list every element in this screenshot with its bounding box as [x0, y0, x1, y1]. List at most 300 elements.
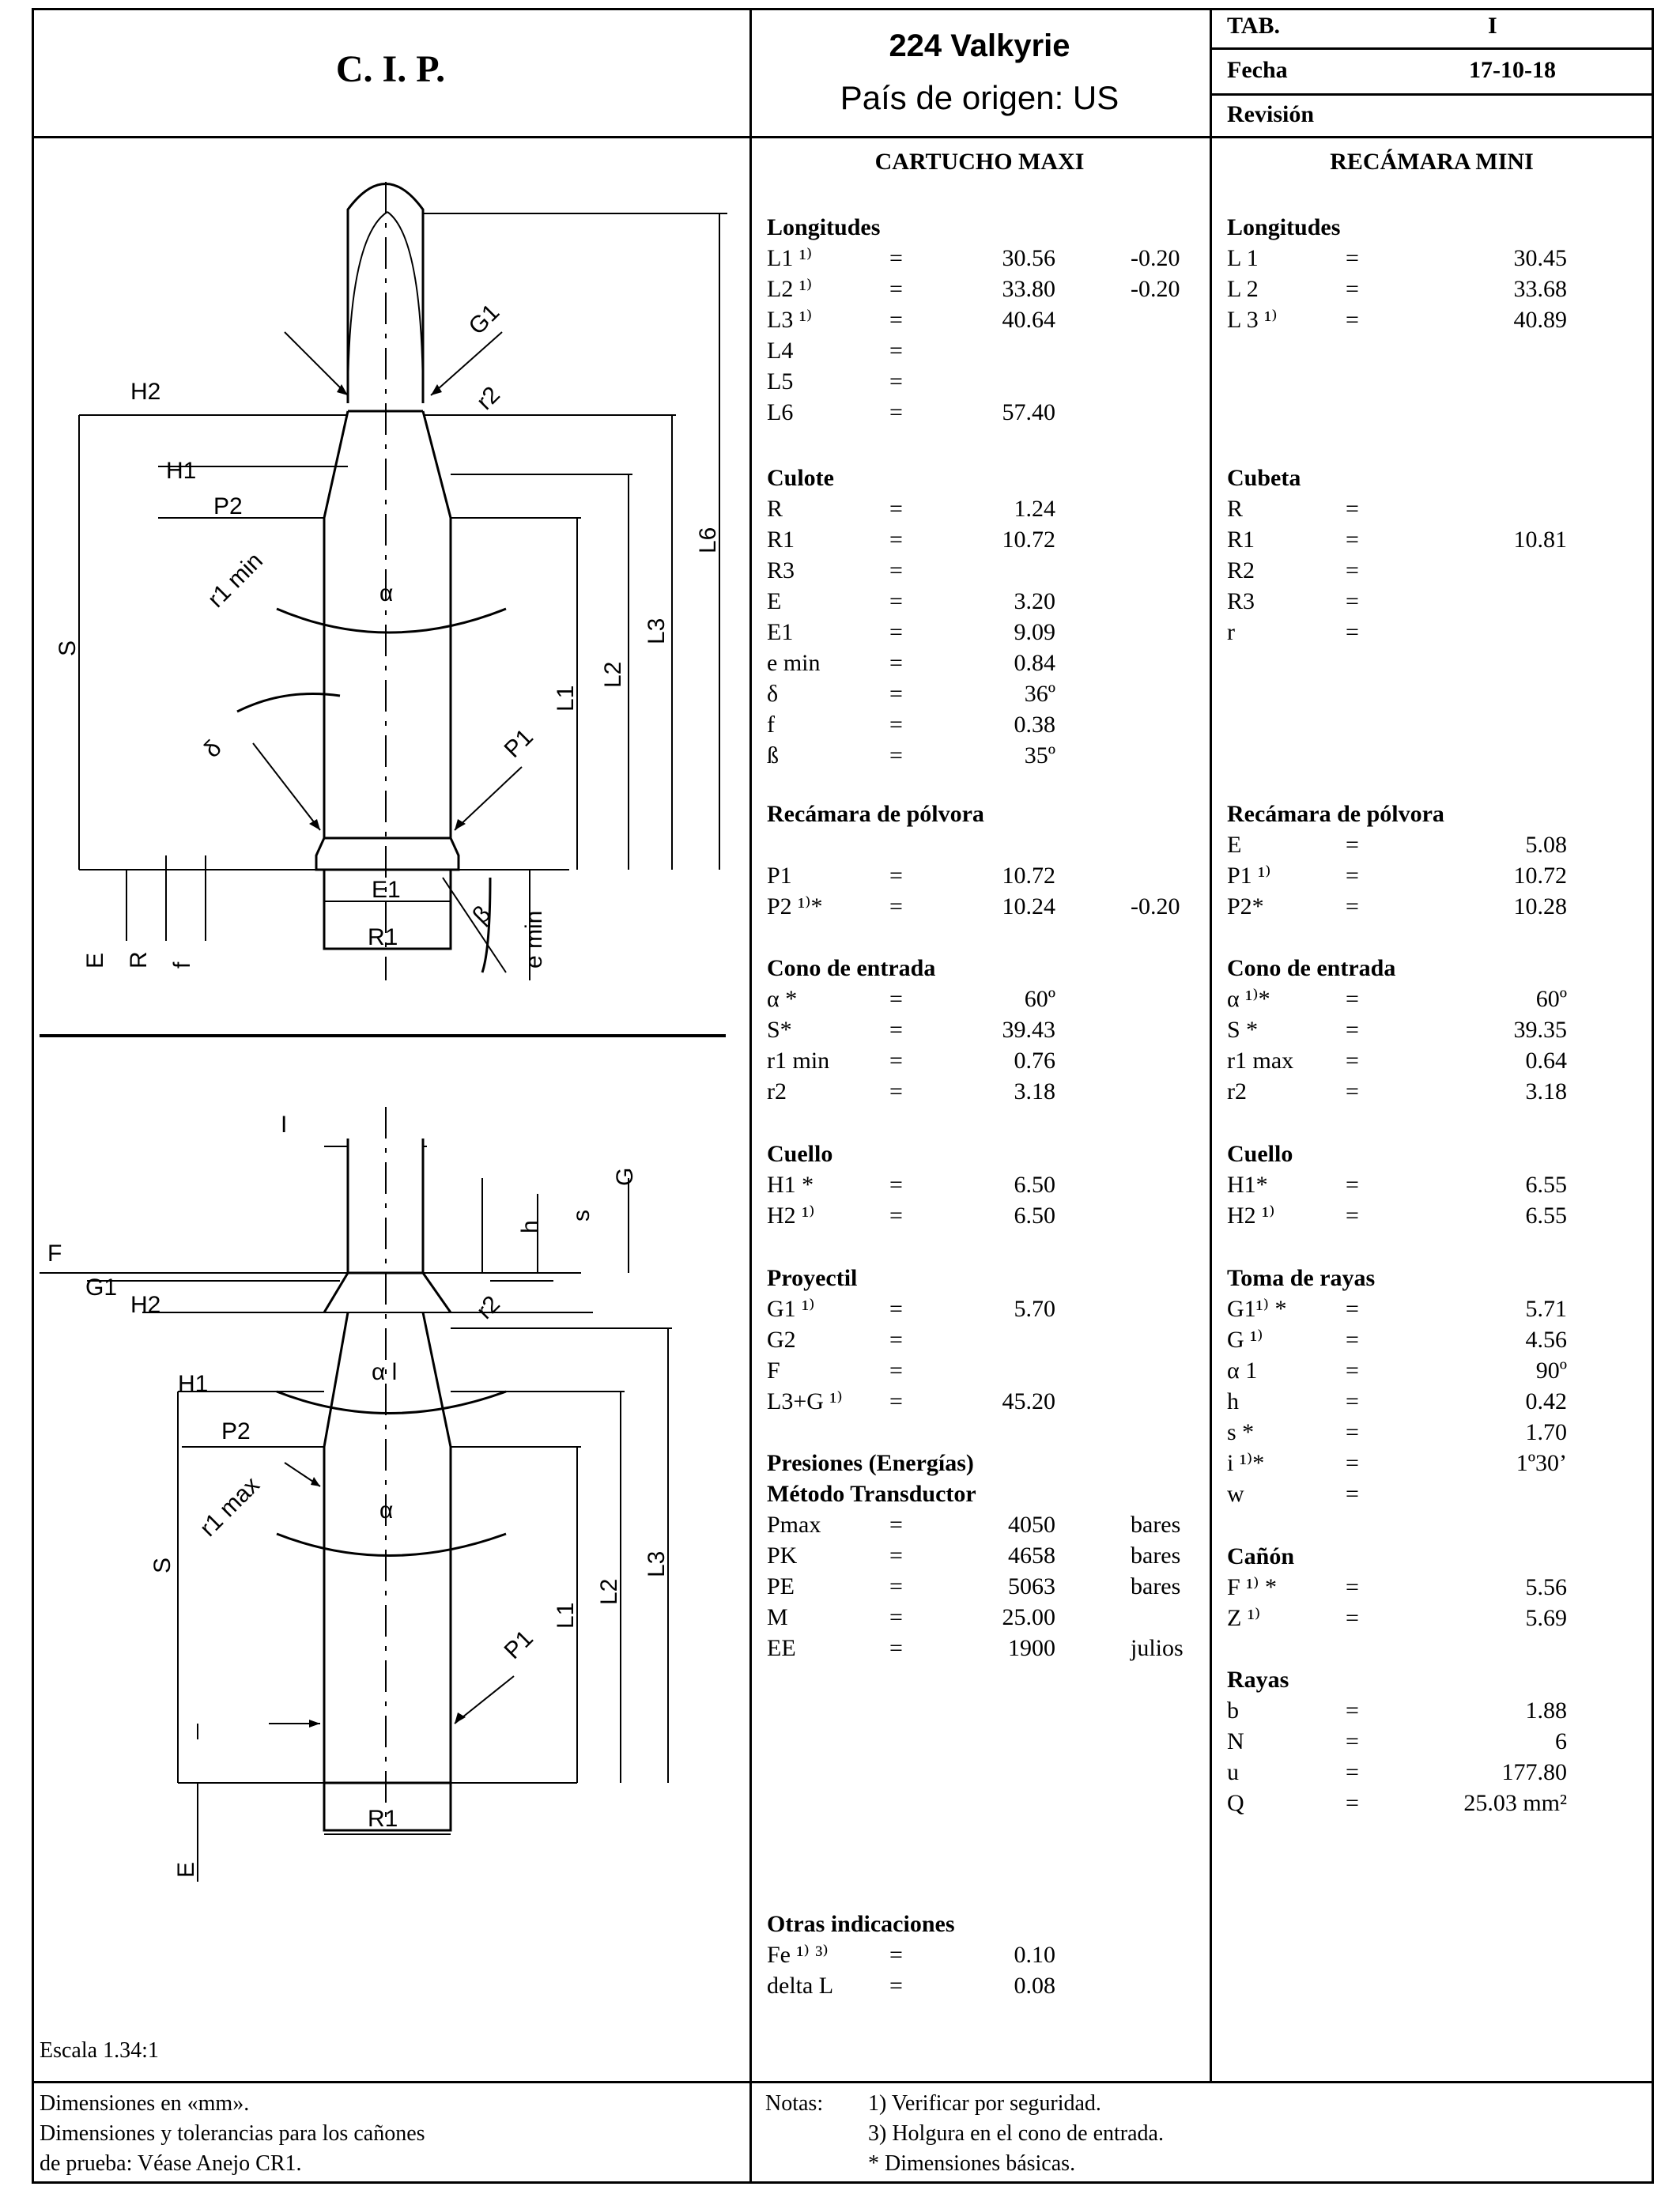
data-row — [1227, 860, 1630, 891]
svg-text:α: α — [379, 580, 394, 606]
param-value: 40.64 — [1002, 307, 1055, 333]
svg-text:h: h — [517, 1220, 543, 1233]
param-extra: bares — [1131, 1512, 1181, 1538]
equals-sign: = — [1346, 619, 1359, 645]
section-title: Longitudes — [767, 214, 881, 240]
svg-text:L3: L3 — [644, 1550, 670, 1577]
svg-text:L2: L2 — [600, 661, 626, 688]
svg-text:R1: R1 — [368, 1806, 398, 1832]
param-value: 3.20 — [1014, 588, 1055, 614]
param-name: h — [1227, 1388, 1239, 1414]
notas-list — [868, 2089, 1164, 2179]
equals-sign: = — [889, 1172, 903, 1198]
equals-sign: = — [889, 893, 903, 920]
param-name: r — [1227, 619, 1235, 645]
param-name: δ — [767, 681, 779, 707]
data-row — [1227, 1293, 1630, 1324]
data-row — [1227, 1386, 1630, 1417]
param-name: r1 min — [767, 1048, 830, 1074]
param-value: 5.71 — [1525, 1296, 1567, 1322]
param-name: Pmax — [767, 1512, 821, 1538]
param-name: L1 ¹⁾ — [767, 245, 813, 271]
equals-sign: = — [889, 1573, 903, 1599]
param-value: 5.56 — [1525, 1574, 1567, 1600]
param-name: L3 ¹⁾ — [767, 307, 813, 333]
param-name: R1 — [1227, 527, 1255, 553]
param-name: H2 ¹⁾ — [1227, 1203, 1275, 1229]
data-row — [1227, 1478, 1630, 1509]
param-value: 3.18 — [1014, 1078, 1055, 1105]
equals-sign: = — [1346, 276, 1359, 302]
param-value: 6.50 — [1014, 1203, 1055, 1229]
footer-line-1: Dimensiones en «mm». — [40, 2091, 250, 2116]
recamara-section — [1227, 1541, 1630, 1633]
section-title: Rayas — [1227, 1667, 1289, 1693]
recamara-section — [1227, 463, 1630, 648]
param-name: E1 — [767, 619, 794, 645]
svg-text:G1: G1 — [85, 1274, 118, 1301]
param-name: P2 ¹⁾* — [767, 893, 823, 920]
col-divider-2 — [1210, 8, 1212, 2081]
section-title: Longitudes — [1227, 214, 1341, 240]
svg-text:F: F — [47, 1240, 62, 1267]
param-name: R — [767, 496, 783, 522]
notas-label: Notas: — [765, 2091, 824, 2116]
equals-sign: = — [889, 1388, 903, 1414]
cartucho-section — [767, 212, 1210, 428]
equals-sign: = — [889, 1203, 903, 1229]
equals-sign: = — [1346, 1697, 1359, 1724]
cartridge-labels — [55, 299, 721, 969]
param-name: P1 — [767, 863, 792, 889]
equals-sign: = — [1346, 1574, 1359, 1600]
data-row — [1227, 1726, 1630, 1757]
footer-left — [40, 2089, 425, 2179]
param-value: 4658 — [1008, 1543, 1055, 1569]
equals-sign: = — [889, 588, 903, 614]
cartucho-section — [767, 1448, 1210, 1663]
param-name: α * — [767, 986, 798, 1012]
param-value: 39.35 — [1513, 1017, 1567, 1043]
data-row — [767, 274, 1210, 304]
equals-sign: = — [889, 557, 903, 583]
param-extra: bares — [1131, 1543, 1181, 1569]
scale-note: Escala 1.34:1 — [40, 2038, 159, 2063]
equals-sign: = — [889, 1078, 903, 1105]
equals-sign: = — [1346, 1296, 1359, 1322]
param-name: α ¹⁾* — [1227, 986, 1270, 1012]
recamara-section — [1227, 212, 1630, 335]
svg-text:e min: e min — [521, 910, 547, 969]
data-row — [1227, 1448, 1630, 1478]
data-row — [767, 1939, 1210, 1970]
data-row — [1227, 891, 1630, 922]
equals-sign: = — [889, 986, 903, 1012]
param-name: L5 — [767, 368, 794, 395]
param-value: 10.81 — [1513, 527, 1567, 553]
data-row — [767, 1970, 1210, 2001]
param-value: 1.88 — [1525, 1697, 1567, 1724]
param-value: 30.56 — [1002, 245, 1055, 271]
param-name: Z ¹⁾ — [1227, 1605, 1261, 1631]
equals-sign: = — [1346, 1605, 1359, 1631]
equals-sign: = — [1346, 1481, 1359, 1507]
data-row — [1227, 524, 1630, 555]
param-name: b — [1227, 1697, 1239, 1724]
param-value: 9.09 — [1014, 619, 1055, 645]
data-row — [1227, 829, 1630, 860]
svg-text:E: E — [82, 952, 108, 969]
param-name: E — [1227, 832, 1242, 858]
data-row — [767, 1540, 1210, 1571]
col-divider-1 — [749, 8, 752, 2184]
param-value: 0.38 — [1014, 712, 1055, 738]
footer-line-3: de prueba: Véase Anejo CR1. — [40, 2151, 302, 2176]
param-value: 45.20 — [1002, 1388, 1055, 1414]
equals-sign: = — [1346, 1419, 1359, 1445]
param-value: 10.72 — [1513, 863, 1567, 889]
equals-sign: = — [889, 1358, 903, 1384]
param-name: F — [767, 1358, 780, 1384]
data-row — [767, 555, 1210, 586]
data-row — [767, 984, 1210, 1014]
data-row — [767, 1571, 1210, 1602]
param-name: R3 — [767, 557, 795, 583]
data-row — [1227, 1603, 1630, 1633]
equals-sign: = — [1346, 863, 1359, 889]
svg-text:L6: L6 — [695, 527, 721, 553]
svg-text:r2: r2 — [471, 1290, 505, 1324]
param-name: i ¹⁾* — [1227, 1450, 1265, 1476]
section-title: Cubeta — [1227, 465, 1301, 491]
chamber-labels — [47, 1112, 670, 1878]
param-name: G1 ¹⁾ — [767, 1296, 815, 1322]
data-row — [767, 1169, 1210, 1200]
equals-sign: = — [889, 1512, 903, 1538]
param-value: 6.55 — [1525, 1172, 1567, 1198]
param-name: F ¹⁾ * — [1227, 1574, 1278, 1600]
data-row — [767, 366, 1210, 397]
origin-subtitle: País de origen: US — [840, 79, 1119, 116]
param-name: delta L — [767, 1973, 834, 1999]
fecha-label: Fecha — [1227, 57, 1288, 83]
equals-sign: = — [1346, 832, 1359, 858]
param-name: G ¹⁾ — [1227, 1327, 1263, 1353]
equals-sign: = — [1346, 986, 1359, 1012]
svg-text:H2: H2 — [130, 379, 161, 405]
param-extra: -0.20 — [1131, 245, 1180, 271]
param-name: R1 — [767, 527, 795, 553]
data-row — [767, 648, 1210, 678]
param-value: 25.03 mm² — [1463, 1790, 1567, 1816]
equals-sign: = — [1346, 1388, 1359, 1414]
data-row — [767, 1076, 1210, 1107]
param-name: H1* — [1227, 1172, 1268, 1198]
equals-sign: = — [1346, 1450, 1359, 1476]
svg-text:α l: α l — [372, 1359, 398, 1385]
section-title: Cono de entrada — [1227, 955, 1396, 981]
section-title: Presiones (Energías) — [767, 1450, 974, 1476]
param-value: 0.64 — [1525, 1048, 1567, 1074]
recamara-section — [1227, 1664, 1630, 1818]
param-name: P2* — [1227, 893, 1264, 920]
data-row — [1227, 1417, 1630, 1448]
equals-sign: = — [889, 712, 903, 738]
param-value: 0.84 — [1014, 650, 1055, 676]
section-title: Cañón — [1227, 1543, 1295, 1569]
equals-sign: = — [889, 1604, 903, 1630]
svg-text:H1: H1 — [178, 1371, 209, 1397]
svg-text:r1 max: r1 max — [194, 1471, 265, 1542]
svg-text:H2: H2 — [130, 1292, 161, 1318]
cartucho-section — [767, 463, 1210, 771]
equals-sign: = — [889, 1543, 903, 1569]
param-value: 5063 — [1008, 1573, 1055, 1599]
data-row — [1227, 243, 1630, 274]
cartridge-dimension-lines — [79, 213, 727, 980]
section-title: Cono de entrada — [767, 955, 936, 981]
svg-text:s: s — [568, 1210, 595, 1222]
data-row — [767, 243, 1210, 274]
section-title: Recámara de pólvora — [767, 801, 984, 827]
svg-text:δ: δ — [198, 734, 227, 763]
equals-sign: = — [889, 1048, 903, 1074]
param-name: Fe ¹⁾ ³⁾ — [767, 1942, 829, 1968]
equals-sign: = — [1346, 1048, 1359, 1074]
svg-text:L2: L2 — [596, 1578, 622, 1605]
hdr-row-2 — [1210, 93, 1654, 96]
data-row — [767, 1200, 1210, 1231]
param-name: ß — [767, 742, 779, 768]
svg-text:L1: L1 — [553, 685, 579, 712]
param-name: G2 — [767, 1327, 796, 1353]
param-name: G1¹⁾ * — [1227, 1296, 1287, 1322]
equals-sign: = — [1346, 1203, 1359, 1229]
section-title: Toma de rayas — [1227, 1265, 1376, 1291]
cartucho-section — [767, 953, 1210, 1107]
svg-text:α: α — [379, 1497, 394, 1524]
param-name: L 1 — [1227, 245, 1259, 271]
equals-sign: = — [889, 338, 903, 364]
svg-text:I: I — [281, 1112, 288, 1138]
param-name: f — [767, 712, 775, 738]
param-name: r2 — [1227, 1078, 1247, 1105]
param-value: 4050 — [1008, 1512, 1055, 1538]
equals-sign: = — [889, 1973, 903, 1999]
recamara-section — [1227, 953, 1630, 1107]
equals-sign: = — [889, 368, 903, 395]
data-row — [767, 617, 1210, 648]
data-row — [1227, 555, 1630, 586]
data-row — [767, 891, 1210, 922]
section-title: Culote — [767, 465, 834, 491]
param-value: 5.08 — [1525, 832, 1567, 858]
param-name: s * — [1227, 1419, 1255, 1445]
equals-sign: = — [889, 276, 903, 302]
data-row — [767, 493, 1210, 524]
param-value: 60º — [1535, 986, 1567, 1012]
param-value: 1.70 — [1525, 1419, 1567, 1445]
param-value: 3.18 — [1525, 1078, 1567, 1105]
data-row — [1227, 1076, 1630, 1107]
param-value: 10.28 — [1513, 893, 1567, 920]
svg-text:f: f — [169, 961, 195, 969]
svg-text:S: S — [149, 1557, 176, 1573]
param-name: S* — [767, 1017, 792, 1043]
equals-sign: = — [889, 527, 903, 553]
equals-sign: = — [1346, 1017, 1359, 1043]
equals-sign: = — [1346, 496, 1359, 522]
equals-sign: = — [1346, 307, 1359, 333]
param-value: 0.42 — [1525, 1388, 1567, 1414]
equals-sign: = — [1346, 527, 1359, 553]
param-name: E — [767, 588, 782, 614]
param-extra: bares — [1131, 1573, 1181, 1599]
equals-sign: = — [1346, 1790, 1359, 1816]
data-row — [767, 1386, 1210, 1417]
chamber-dimension-lines — [40, 1146, 672, 1882]
svg-text:R1: R1 — [368, 924, 398, 950]
equals-sign: = — [889, 1327, 903, 1353]
revision-label: Revisión — [1227, 101, 1315, 127]
equals-sign: = — [889, 863, 903, 889]
param-value: 90º — [1535, 1358, 1567, 1384]
data-row — [767, 678, 1210, 709]
data-row — [767, 740, 1210, 771]
equals-sign: = — [1346, 1728, 1359, 1754]
param-name: S * — [1227, 1017, 1259, 1043]
param-name: H2 ¹⁾ — [767, 1203, 815, 1229]
param-value: 25.00 — [1002, 1604, 1055, 1630]
fecha-value: 17-10-18 — [1469, 57, 1556, 83]
data-row — [767, 1602, 1210, 1633]
param-name: α 1 — [1227, 1358, 1258, 1384]
param-value: 1900 — [1008, 1635, 1055, 1661]
org-name: C. I. P. — [335, 48, 446, 90]
equals-sign: = — [889, 399, 903, 425]
svg-text:L1: L1 — [553, 1602, 579, 1629]
svg-text:G: G — [612, 1167, 638, 1186]
param-value: 5.70 — [1014, 1296, 1055, 1322]
svg-text:P2: P2 — [221, 1418, 251, 1444]
data-row — [767, 397, 1210, 428]
data-row — [767, 1509, 1210, 1540]
param-name: L4 — [767, 338, 794, 364]
data-row — [767, 586, 1210, 617]
equals-sign: = — [1346, 1172, 1359, 1198]
param-value: 0.10 — [1014, 1942, 1055, 1968]
svg-text:R: R — [126, 951, 152, 969]
param-name: L6 — [767, 399, 794, 425]
equals-sign: = — [889, 1296, 903, 1322]
recamara-heading: RECÁMARA MINI — [1330, 149, 1534, 175]
param-name: PK — [767, 1543, 798, 1569]
param-name: L 3 ¹⁾ — [1227, 307, 1278, 333]
param-value: 10.72 — [1002, 863, 1055, 889]
param-name: N — [1227, 1728, 1244, 1754]
data-row — [1227, 1695, 1630, 1726]
param-value: 0.08 — [1014, 1973, 1055, 1999]
data-row — [767, 709, 1210, 740]
equals-sign: = — [889, 681, 903, 707]
tab-value: I — [1488, 13, 1497, 39]
hdr-row-1 — [1210, 47, 1654, 50]
equals-sign: = — [889, 1942, 903, 1968]
param-value: 1º30’ — [1516, 1450, 1567, 1476]
cartucho-heading: CARTUCHO MAXI — [874, 149, 1085, 175]
param-extra: -0.20 — [1131, 893, 1180, 920]
param-value: 57.40 — [1002, 399, 1055, 425]
svg-text:P1: P1 — [499, 723, 538, 763]
svg-text:E1: E1 — [372, 877, 401, 903]
equals-sign: = — [1346, 1759, 1359, 1785]
data-row — [1227, 1324, 1630, 1355]
param-name: w — [1227, 1481, 1244, 1507]
param-name: r1 max — [1227, 1048, 1294, 1074]
param-name: e min — [767, 650, 821, 676]
data-row — [1227, 1572, 1630, 1603]
data-row — [767, 304, 1210, 335]
equals-sign: = — [1346, 1327, 1359, 1353]
data-row — [767, 1633, 1210, 1663]
cartucho-section — [767, 1139, 1210, 1231]
param-value: 30.45 — [1513, 245, 1567, 271]
param-name: M — [767, 1604, 788, 1630]
recamara-section — [1227, 1139, 1630, 1231]
nota-3: 3) Holgura en el cono de entrada. — [868, 2121, 1164, 2146]
param-name: Q — [1227, 1790, 1244, 1816]
recamara-section — [1227, 799, 1630, 922]
param-name: PE — [767, 1573, 795, 1599]
param-name: L 2 — [1227, 276, 1259, 302]
param-value: 177.80 — [1501, 1759, 1567, 1785]
svg-text:r2: r2 — [471, 381, 505, 415]
svg-text:P1: P1 — [499, 1625, 538, 1664]
tab-label: TAB. — [1227, 13, 1280, 39]
param-value: 4.56 — [1525, 1327, 1567, 1353]
equals-sign: = — [1346, 588, 1359, 614]
data-row — [1227, 1200, 1630, 1231]
svg-text:P2: P2 — [213, 493, 243, 519]
data-row — [767, 335, 1210, 366]
equals-sign: = — [1346, 1358, 1359, 1384]
svg-text:r1 min: r1 min — [202, 547, 268, 613]
param-value: 33.80 — [1002, 276, 1055, 302]
param-extra: -0.20 — [1131, 276, 1180, 302]
param-name: u — [1227, 1759, 1239, 1785]
cartucho-section — [767, 1909, 1210, 2001]
cartucho-section — [767, 799, 1210, 922]
equals-sign: = — [1346, 245, 1359, 271]
param-name: EE — [767, 1635, 796, 1661]
section-title: Otras indicaciones — [767, 1911, 955, 1937]
section-title: Cuello — [767, 1141, 833, 1167]
equals-sign: = — [889, 245, 903, 271]
svg-text:L3: L3 — [644, 617, 670, 644]
equals-sign: = — [889, 1635, 903, 1661]
data-row — [767, 860, 1210, 891]
param-value: 33.68 — [1513, 276, 1567, 302]
technical-drawing — [34, 138, 749, 2079]
param-value: 35º — [1024, 742, 1055, 768]
equals-sign: = — [889, 307, 903, 333]
equals-sign: = — [1346, 1078, 1359, 1105]
equals-sign: = — [1346, 893, 1359, 920]
param-name: R2 — [1227, 557, 1255, 583]
equals-sign: = — [889, 496, 903, 522]
recamara-section — [1227, 1263, 1630, 1509]
data-row — [1227, 1355, 1630, 1386]
